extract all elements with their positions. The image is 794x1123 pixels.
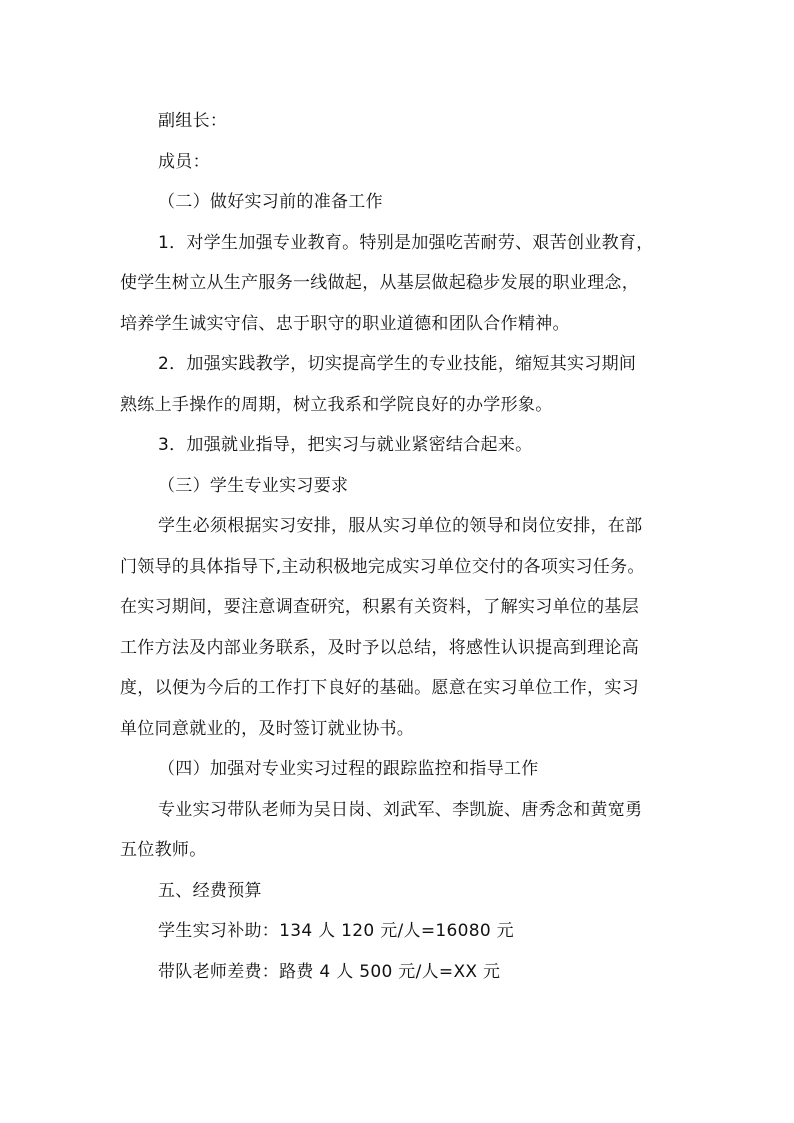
- paragraph-line: 单位同意就业的，及时签订就业协书。: [120, 718, 415, 739]
- budget-students-line: 学生实习补助：134 人 120 元/人=16080 元: [158, 921, 514, 941]
- teachers-paragraph: [120, 790, 680, 871]
- deputy-leader-line: 副组长：: [158, 111, 228, 131]
- paragraph-line: 工作方法及内部业务联系，及时予以总结，将感性认识提高到理论高: [120, 637, 639, 658]
- item-1-paragraph: [120, 223, 680, 345]
- section-2-heading: （二）做好实习前的准备工作: [158, 192, 383, 212]
- paragraph-line: 门领导的具体指导下,主动积极地完成实习单位交付的各项实习任务。: [120, 556, 645, 577]
- paragraph-line: 培养学生诚实守信、忠于职守的职业道德和团队合作精神。: [120, 313, 570, 334]
- paragraph-line: 2．加强实践教学，切实提高学生的专业技能，缩短其实习期间: [158, 354, 637, 374]
- paragraph-line: 在实习期间，要注意调查研究，积累有关资料，了解实习单位的基层: [120, 597, 639, 617]
- section-3-heading: （三）学生专业实习要求: [158, 475, 349, 496]
- requirements-paragraph: [120, 506, 680, 749]
- section-4-heading: （四）加强对专业实习过程的跟踪监控和指导工作: [158, 759, 539, 779]
- paragraph-line: 学生必须根据实习安排，服从实习单位的领导和岗位安排，在部: [158, 516, 643, 536]
- budget-teachers-line: 带队老师差费：路费 4 人 500 元/人=XX 元: [158, 961, 501, 982]
- paragraph-line: 使学生树立从生产服务一线做起，从基层做起稳步发展的职业理念，: [120, 273, 639, 293]
- item-3-paragraph: 3．加强就业指导，把实习与就业紧密结合起来。: [158, 435, 533, 455]
- paragraph-line: 1．对学生加强专业教育。特别是加强吃苦耐劳、艰苦创业教育，: [158, 232, 654, 253]
- paragraph-line: 度，以便为今后的工作打下良好的基础。愿意在实习单位工作，实习: [120, 678, 639, 698]
- paragraph-line: 五位教师。: [120, 840, 207, 860]
- item-2-paragraph: [120, 344, 680, 425]
- paragraph-line: 专业实习带队老师为吴日岗、刘武军、李凯旋、唐秀念和黄宽勇: [158, 799, 643, 820]
- document-body: [120, 101, 680, 992]
- section-5-heading: 五、经费预算: [158, 880, 262, 901]
- paragraph-line: 熟练上手操作的周期，树立我系和学院良好的办学形象。: [120, 394, 553, 415]
- members-line: 成员：: [158, 151, 210, 172]
